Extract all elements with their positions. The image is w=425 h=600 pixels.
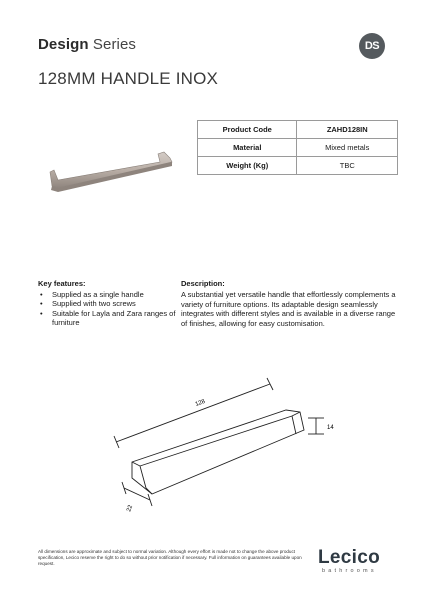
- handle-photo: [48, 150, 188, 200]
- depth-label: 22: [126, 504, 135, 513]
- brand-bold: Design: [38, 36, 89, 53]
- spec-label: Material: [198, 139, 297, 157]
- length-label: 128: [194, 398, 207, 408]
- spec-row: [198, 157, 398, 175]
- product-title: 128MM HANDLE INOX: [38, 69, 219, 88]
- list-item: • Supplied as a single handle: [38, 290, 178, 299]
- spec-value: TBC: [297, 157, 398, 175]
- spec-value: Mixed metals: [297, 139, 398, 157]
- height-label: 14: [327, 425, 334, 431]
- spec-value: ZAHD128IN: [297, 121, 398, 139]
- spec-table: [197, 120, 398, 175]
- key-features-list: [38, 290, 178, 328]
- spec-row: [198, 121, 398, 139]
- key-features-heading: Key features:: [38, 279, 86, 288]
- spec-label: Weight (Kg): [198, 157, 297, 175]
- description-text: A substantial yet versatile handle that effortlessly complements a variety of furniture options. Its adaptable design seamlessly integrates with different styles and is available in a diverse range of finishes, allowing for easy customisation.: [181, 290, 396, 328]
- spec-label: Product Code: [198, 121, 297, 139]
- brand-line: [38, 36, 136, 53]
- list-item: • Suitable for Layla and Zara ranges of furniture: [38, 309, 178, 328]
- logo-name: Lecico: [318, 547, 380, 568]
- brand-series: Series: [92, 36, 137, 53]
- footer-disclaimer: All dimensions are approximate and subject to normal variation. Although every effort is made not to change the above product specification, Lecico reserve the right to do so without prior notification if necessary. Full information on guarantees available upon request.: [38, 549, 302, 567]
- technical-drawing: [110, 370, 340, 530]
- spec-row: [198, 139, 398, 157]
- lecico-logo: [318, 548, 388, 574]
- description-heading: Description:: [181, 279, 225, 288]
- list-item: • Supplied with two screws: [38, 299, 178, 308]
- ds-badge: DS: [359, 33, 385, 59]
- logo-subtitle: bathrooms: [322, 568, 377, 574]
